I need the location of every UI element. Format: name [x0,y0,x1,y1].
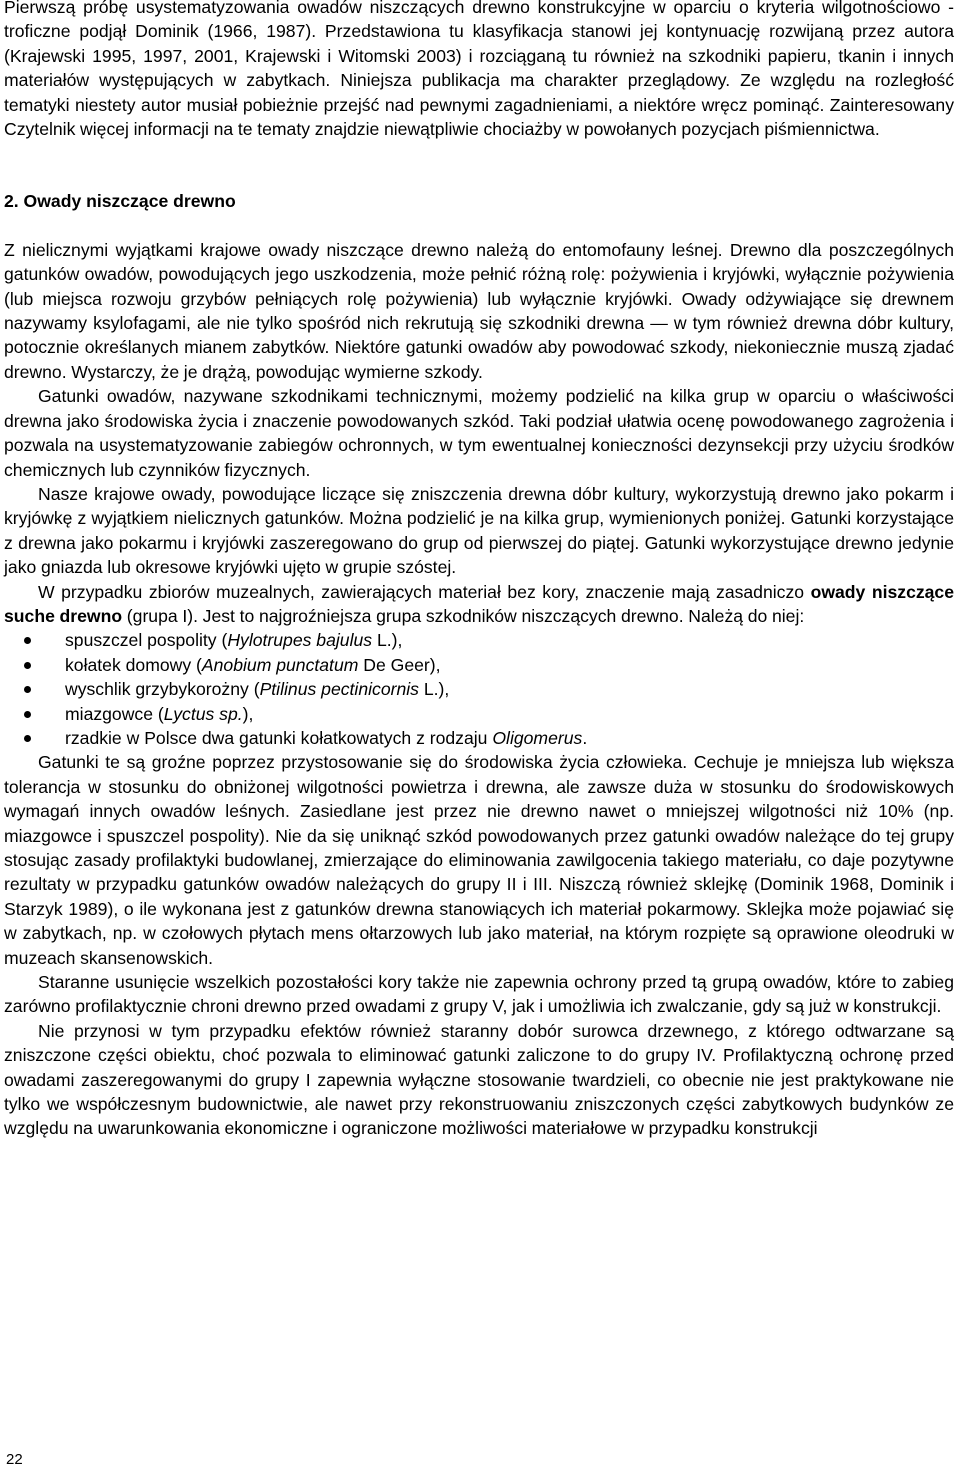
list-item [4,702,954,726]
list-item-text: wyschlik grzybykorożny ( [65,679,260,700]
paragraph-7: Nie przynosi w tym przypadku efektów również staranny dobór surowca drzewnego, z którego odtwarzane są zniszczone części obiektu, choć pozwala to eliminować gatunki zaliczone to do grupy IV. Profilaktyczną ochronę przed owadami zaszeregowanymi do grupy I zapewnia wyłączne stosowanie twardzieli, co obecnie nie jest praktykowane nie tylko we współczesnym budownictwie, ale nawet przy rekonstruowaniu zniszczonych części zabytkowych budynków ze względu na uwarunkowania ekonomiczne i ograniczone możliwości materiałowe w przypadku konstrukcji [4,1020,954,1139]
list-item-text: . [582,727,588,748]
section-heading: 2. Owady niszczące drewno [4,191,236,212]
list-item [4,726,954,750]
list-item-text: De Geer), [358,654,441,675]
paragraph-4-text-end: (grupa I). Jest to najgroźniejsza grupa szkodników niszczących drewno. Należą do niej: [122,605,805,626]
spacer [4,165,954,189]
list-item-text: ), [242,703,254,724]
species-name: Lyctus sp. [163,703,243,724]
species-name: Anobium punctatum [201,654,359,675]
bullet-icon [24,686,31,693]
bullet-icon [24,637,31,644]
paragraph-4 [4,580,954,629]
bold-term: owady niszczące suche drewno [4,581,955,626]
paragraph-4-text: W przypadku zbiorów muzealnych, zawierających materiał bez kory, znaczenie mają zasadniczo [38,581,811,602]
bullet-icon [24,735,31,742]
bullet-icon [24,662,31,669]
list-item-text: L.), [372,630,403,651]
intro-paragraph: Pierwszą próbę usystematyzowania owadów niszczących drewno konstrukcyjne w oparciu o kryteria wilgotnościowo - troficzne podjął Dominik (1966, 1987). Przedstawiona tu klasyfikacja stanowi jej kontynuację rozwijaną przez autora (Krajewski 1995, 1997, 2001, Krajewski i Witomski 2003) i rozciąganą tu również na szkodniki papieru, tkanin i innych materiałów występujących w zabytkach. Niniejsza publikacja ma charakter przeglądowy. Ze względu na rozległość tematyki niestety autor musiał pobieżnie przejść nad pewnymi zagadnieniami, a niektóre wręcz pominąć. Zainteresowany Czytelnik więcej informacji na te tematy znajdzie niewątpliwie chociażby w powołanych pozycjach piśmiennictwa. [4,0,954,140]
list-item [4,653,954,677]
species-name: Hylotrupes bajulus [227,630,373,651]
document-page [4,0,954,1141]
paragraph-2: Gatunki owadów, nazywane szkodnikami technicznymi, możemy podzielić na kilka grup w oparciu o właściwości drewna jako środowiska życia i znaczenie powodowanych szkód. Taki podział ułatwia ocenę powodowanego zagrożenia i pozwala na usystematyzowanie zabiegów ochronnych, w tym ewentualnej konieczności dezynsekcji przy użyciu środków chemicznych lub czynników fizycznych. [4,386,954,480]
page-number: 22 [6,1451,23,1468]
paragraph-1: Z nielicznymi wyjątkami krajowe owady niszczące drewno należą do entomofauny leśnej. Drewno dla poszczególnych gatunków owadów, powodujących jego uszkodzenia, może pełnić różną rolę: pożywienia i kryjówki, wyłącznie pożywienia (lub miejsca rozwoju grzybów pełniących rolę pożywienia) lub wyłącznie kryjówki. Owady odżywiające się drewnem nazywamy ksylofagami, ale nie tylko spośród nich rekrutują się szkodniki drewna — w tym również drewna dóbr kultury, potocznie określanych mianem zabytków. Niektóre gatunki owadów aby powodować szkody, niekoniecznie muszą zjadać drewno. Wystarczy, że je drążą, powodując wymierne szkody. [4,239,954,382]
list-item-text: L.), [418,679,450,700]
paragraph-6: Staranne usunięcie wszelkich pozostałości kory także nie zapewnia ochrony przed tą grupą owadów, które to zabieg zarówno profilaktycznie chroni drewno przed owadami z grupy V, jak i umożliwia ich zwalczanie, gdy są już w konstrukcji. [4,972,954,1017]
list-item-text: kołatek domowy ( [65,654,202,675]
genus-name: Oligomerus [492,727,583,748]
paragraph-5: Gatunki te są groźne poprzez przystosowanie się do środowiska życia człowieka. Cechuje je mniejsza lub większa tolerancja w stosunku do obniżonej wilgotności powietrza i drewna, ale zawsze duża w stosunku do środowiskowych wymagań innych owadów leśnych. Zasiedlane jest przez nie drewno nawet o mniejszej wilgotności niż 10% (np. miazgowce i spuszczel pospolity). Nie da się uniknąć szkód powodowanych przez gatunki owadów należące do tej grupy stosując zasady profilaktyki budowlanej, zmierzające do eliminowania zawilgocenia takiego materiału, co daje pozytywne rezultaty w przypadku gatunków owadów należących do grupy II i III. Niszczą również sklejkę (Dominik 1968, Dominik i Starzyk 1989), o ile wykonana jest z gatunków drewna stanowiących ich materiał pokarmowy. Sklejka może pojawiać się w zabytkach, np. w czołowych płytach mens ołtarzowych lub jako materiał, na którym rozpięte są oprawione oleodruki w muzeach skansenowskich. [4,752,954,968]
species-name: Ptilinus pectinicornis [259,679,419,700]
list-item-text: spuszczel pospolity ( [65,630,228,651]
list-item [4,628,954,652]
list-item [4,677,954,701]
paragraph-3: Nasze krajowe owady, powodujące liczące się zniszczenia drewna dóbr kultury, wykorzystują drewno jako pokarm i kryjówkę z wyjątkiem nielicznych gatunków. Można podzielić je na kilka grup, wymienionych poniżej. Gatunki korzystające z drewna jako pokarmu i kryjówki zaszeregowano do grup od pierwszej do piątej. Gatunki wykorzystujące drewno jedynie jako gniazda lub okresowe kryjówki ujęto w grupie szóstej. [4,483,954,578]
species-list [4,628,954,750]
spacer [4,141,954,165]
spacer [4,214,954,238]
list-item-text: miazgowce ( [65,703,164,724]
bullet-icon [24,711,31,718]
list-item-text: rzadkie w Polsce dwa gatunki kołatkowatych z rodzaju [65,727,493,748]
